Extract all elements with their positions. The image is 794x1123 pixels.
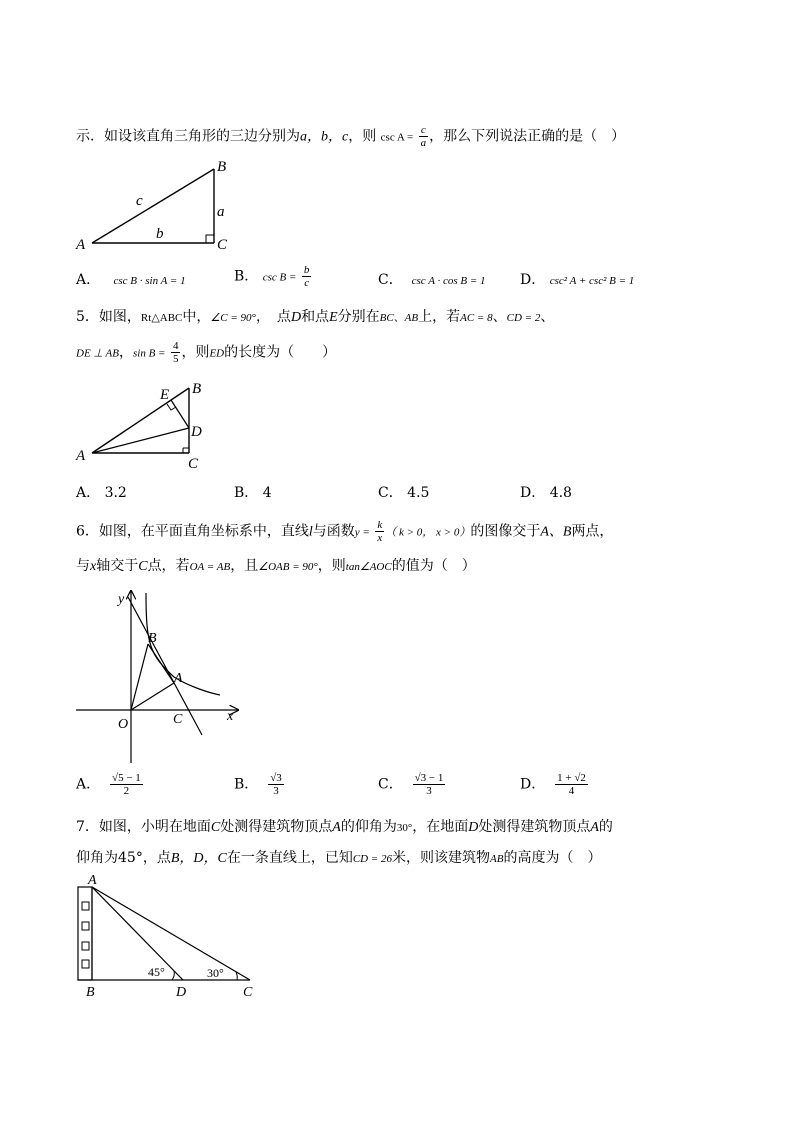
- q4-vars: a，b，c: [300, 129, 349, 145]
- q4-option-a[interactable]: A． csc B · sin A = 1: [76, 272, 186, 288]
- q6-label-x: x: [227, 709, 234, 724]
- q4-label-a: a: [217, 204, 225, 220]
- q7-stem-line2: 仰角为45°，点B，D，C在一条直线上，已知CD = 26米，则该建筑物AB的高度为（ ）: [76, 850, 602, 866]
- q4-stem-text3: ，那么下列说法正确的是（ ）: [429, 128, 626, 145]
- q6-label-O: O: [118, 717, 129, 732]
- q6-coordinate-figure: [70, 585, 250, 765]
- q7-label-B: B: [86, 985, 95, 1000]
- q6-fraction: $\frac{k}{x}$: [377, 519, 383, 544]
- q6-label-A: A: [174, 671, 183, 686]
- q6-stem-line2: 与x轴交于C点，若OA = AB，且∠OAB = 90°，则tan∠AOC的值为（ ）: [76, 558, 476, 574]
- q6-label-C: C: [173, 712, 183, 727]
- q5-fraction: $\frac{4}{5}$: [172, 340, 179, 365]
- q7-stem-line1: 7．如图，小明在地面C处测得建筑物顶点A的仰角为30°，在地面D处测得建筑物顶点A的: [76, 819, 613, 835]
- q4-label-B: B: [217, 159, 227, 175]
- q4-option-c[interactable]: C． csc A · cos B = 1: [378, 272, 486, 288]
- q6-label-B: B: [148, 631, 157, 646]
- q7-label-A: A: [88, 873, 97, 888]
- q6-option-a[interactable]: A． $\frac{√5 - 1}{2}$: [76, 772, 141, 797]
- q4-label-c: c: [136, 193, 143, 209]
- q6-stem-line1: 6．如图，在平面直角坐标系中，直线l与函数y = $\frac{k}{x}$ （ k > 0， x > 0）的图像交于A、B两点，: [76, 519, 614, 544]
- q6-option-c[interactable]: C． $\frac{√3 - 1}{3}$: [378, 772, 444, 797]
- q7-angle-45: 45°: [148, 965, 165, 979]
- q6-label-y: y: [118, 592, 125, 607]
- q5-label-E: E: [160, 387, 170, 403]
- q5-label-B: B: [192, 381, 202, 397]
- q4-csc-expr: csc A =: [380, 131, 414, 144]
- q4-option-b[interactable]: B． csc B = $\frac{b}{c}$: [234, 264, 310, 289]
- q6-option-b[interactable]: B． $\frac{√3}{3}$: [234, 772, 282, 797]
- q5-label-C: C: [188, 456, 199, 472]
- q4-triangle-figure: [70, 155, 250, 255]
- q5-stem-line2: DE ⊥ AB，sin B = $\frac{4}{5}$ ，则ED的长度为（ ）: [76, 340, 337, 365]
- q4-label-C: C: [217, 237, 228, 253]
- q4-fraction: $\frac{c}{a}$: [420, 124, 427, 149]
- q5-option-b[interactable]: B． 4: [234, 485, 272, 501]
- q7-angle-30: 30°: [207, 966, 224, 980]
- q4-stem-text2: ，则: [348, 128, 377, 145]
- q5-label-D: D: [191, 424, 202, 440]
- q6-option-d[interactable]: D． $\frac{1 + √2}{4}$: [520, 772, 586, 797]
- q5-option-c[interactable]: C． 4.5: [378, 485, 430, 501]
- q7-label-C: C: [243, 985, 253, 1000]
- q5-option-d[interactable]: D． 4.8: [520, 485, 572, 501]
- q5-label-A: A: [76, 448, 86, 464]
- q5-stem-line1: 5．如图，Rt△ABC中，∠C = 90°， 点D和点E分别在BC、AB上，若AC = 8、CD = 2、: [76, 309, 555, 325]
- q7-label-D: D: [176, 985, 187, 1000]
- q4-stem: [76, 124, 625, 149]
- q4-label-A: A: [76, 237, 86, 253]
- q4-label-b: b: [156, 226, 164, 242]
- q4-stem-text: 示．如设该直角三角形的三边分别为: [76, 128, 300, 145]
- q5-option-a[interactable]: A． 3.2: [76, 485, 127, 501]
- q4-option-d[interactable]: D． csc² A + csc² B = 1: [520, 272, 635, 288]
- q5-triangle-figure: [70, 378, 220, 473]
- q7-building-figure: [70, 872, 270, 1002]
